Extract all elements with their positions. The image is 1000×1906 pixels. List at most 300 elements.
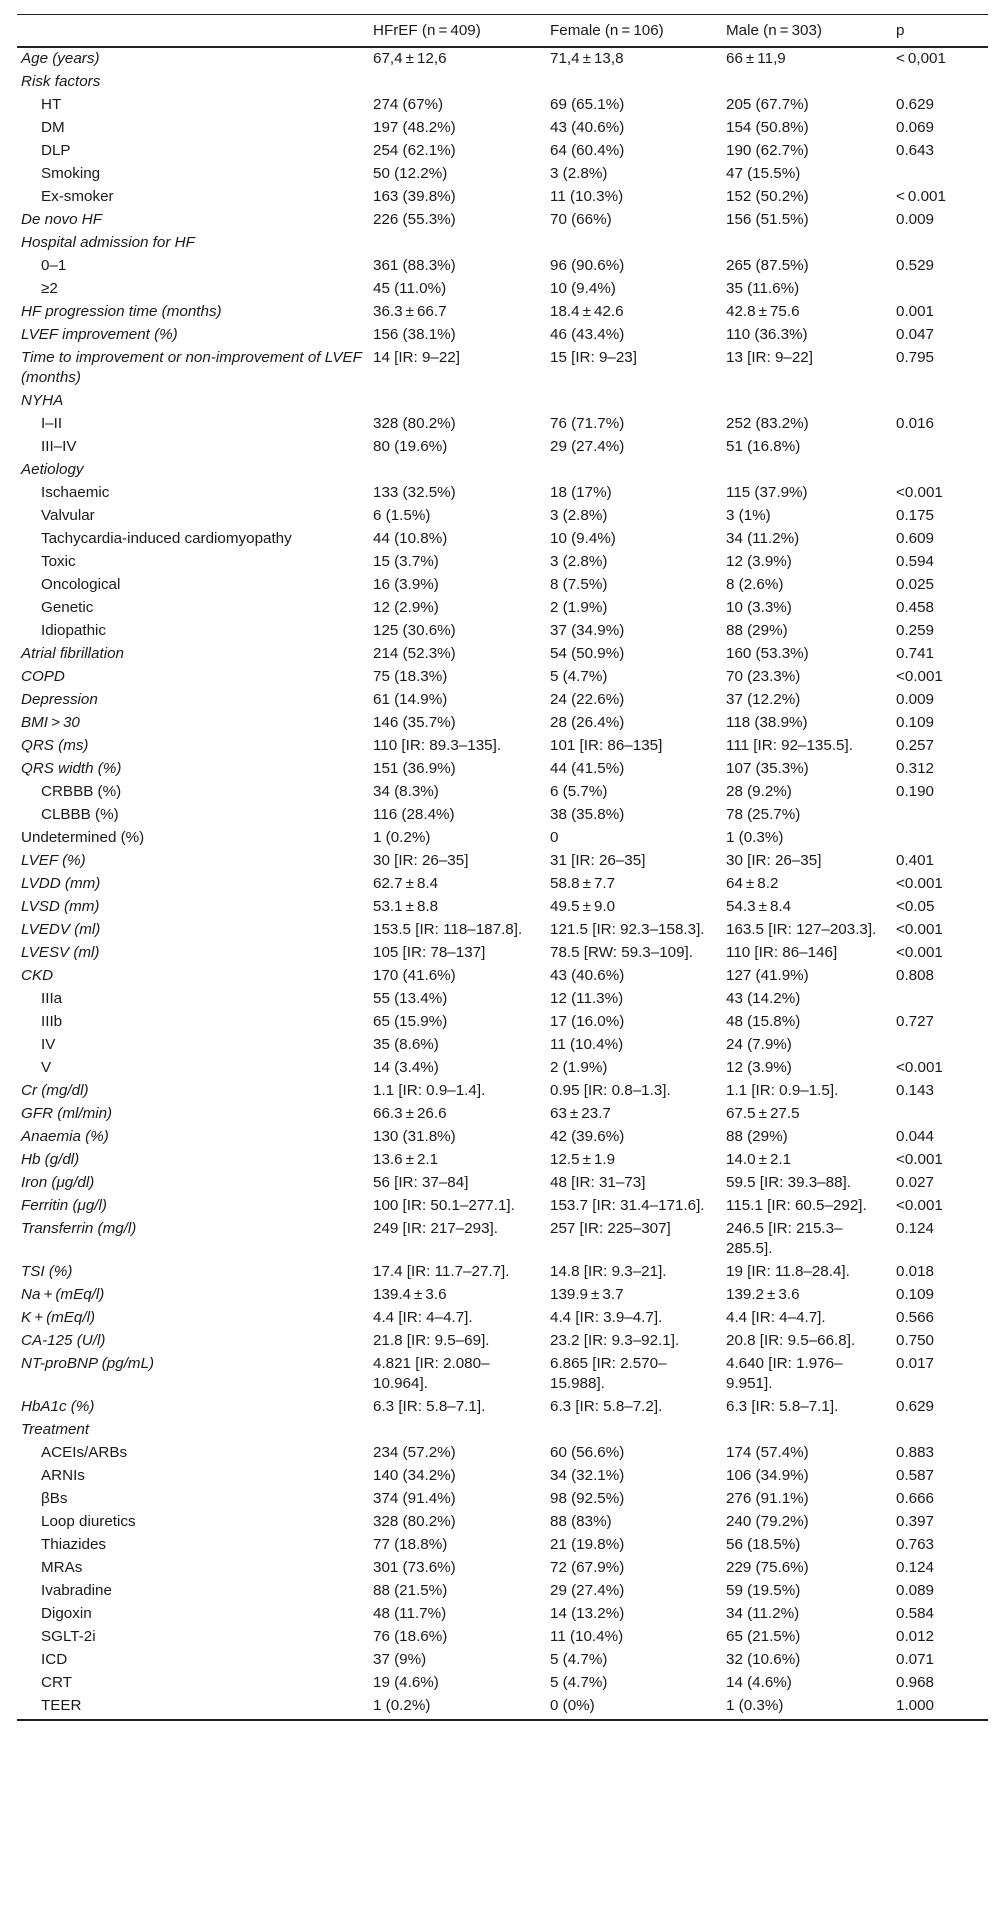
hfref-value: 17.4 [IR: 11.7–27.7]. [373,1263,510,1280]
p-value: <0.001 [896,875,943,892]
hfref-value: 50 (12.2%) [373,165,448,182]
p-value: <0.001 [896,1197,943,1214]
female-value: 43 (40.6%) [550,967,625,984]
p-value: 0.609 [896,530,935,547]
female-value: 64 (60.4%) [550,142,625,159]
p-value: 0.017 [896,1355,935,1372]
male-value: 229 (75.6%) [726,1559,809,1576]
hfref-value: 66.3 ± 26.6 [373,1105,447,1122]
hfref-value: 30 [IR: 26–35] [373,852,469,869]
variable-label: LVEDV (ml) [21,921,101,938]
female-value: 54 (50.9%) [550,645,625,662]
variable-label: HT [41,96,62,113]
variable-label: I–II [41,415,63,432]
hfref-value: 328 (80.2%) [373,1513,456,1530]
hfref-value: 1.1 [IR: 0.9–1.4]. [373,1082,486,1099]
p-value: 0.312 [896,760,935,777]
table-row [17,324,988,347]
male-value: 163.5 [IR: 127–203.3]. [726,921,877,938]
table-body [17,47,988,1720]
female-value: 17 (16.0%) [550,1013,625,1030]
header-variable [17,15,369,48]
female-value: 257 [IR: 225–307] [550,1220,671,1237]
table-row [17,781,988,804]
male-value: 13 [IR: 9–22] [726,349,813,366]
p-value: 0.401 [896,852,935,869]
table-row [17,1218,988,1261]
p-value: 0.727 [896,1013,935,1030]
hfref-value: 100 [IR: 50.1–277.1]. [373,1197,515,1214]
variable-label: Undetermined (%) [21,829,145,846]
hfref-value: 34 (8.3%) [373,783,439,800]
variable-label: ARNIs [41,1467,85,1484]
table-row [17,436,988,459]
variable-label: βBs [41,1490,68,1507]
p-value: 0.089 [896,1582,935,1599]
p-value: 0.259 [896,622,935,639]
male-value: 34 (11.2%) [726,1605,800,1622]
hfref-value: 45 (11.0%) [373,280,447,297]
male-value: 43 (14.2%) [726,990,801,1007]
female-value: 153.7 [IR: 31.4–171.6]. [550,1197,705,1214]
male-value: 88 (29%) [726,622,788,639]
female-value: 10 (9.4%) [550,530,616,547]
hfref-value: 61 (14.9%) [373,691,448,708]
variable-label: Risk factors [21,73,101,90]
male-value: 14 (4.6%) [726,1674,792,1691]
male-value: 190 (62.7%) [726,142,809,159]
table-row [17,1442,988,1465]
hfref-value: 44 (10.8%) [373,530,448,547]
p-value: 0.069 [896,119,935,136]
male-value: 111 [IR: 92–135.5]. [726,737,853,754]
female-value: 5 (4.7%) [550,1651,608,1668]
table-row [17,1534,988,1557]
female-value: 48 [IR: 31–73] [550,1174,646,1191]
p-value: 0.190 [896,783,935,800]
variable-label: CRBBB (%) [41,783,122,800]
p-value: 0.629 [896,1398,935,1415]
hfref-value: 76 (18.6%) [373,1628,448,1645]
variable-label: ACEIs/ARBs [41,1444,128,1461]
p-value: 0.143 [896,1082,935,1099]
hfref-value: 146 (35.7%) [373,714,456,731]
table-row [17,47,988,71]
variable-label: V [41,1059,52,1076]
p-value: 0.257 [896,737,935,754]
female-value: 5 (4.7%) [550,668,608,685]
variable-label: ICD [41,1651,68,1668]
hfref-value [369,1419,546,1442]
header-female: Female (n = 106) [546,15,722,48]
p-value [892,163,988,186]
p-value: 0.763 [896,1536,935,1553]
header-hfref: HFrEF (n = 409) [369,15,546,48]
hfref-value: 163 (39.8%) [373,188,456,205]
variable-label: LVESV (ml) [21,944,100,961]
p-value: 0.016 [896,415,935,432]
male-value: 37 (12.2%) [726,691,801,708]
male-value: 1 (0.3%) [726,829,784,846]
female-value: 37 (34.9%) [550,622,625,639]
table-row [17,347,988,390]
p-value: 0.109 [896,1286,935,1303]
variable-label: K + (mEq/l) [21,1309,96,1326]
variable-label: Age (years) [21,50,100,67]
male-value: 59 (19.5%) [726,1582,801,1599]
p-value: <0.001 [896,921,943,938]
male-value: 12 (3.9%) [726,553,792,570]
variable-label: Idiopathic [41,622,107,639]
female-value: 78.5 [RW: 59.3–109]. [550,944,693,961]
table-row [17,919,988,942]
male-value: 3 (1%) [726,507,771,524]
hfref-value [369,232,546,255]
variable-label: Hospital admission for HF [21,234,195,251]
male-value: 156 (51.5%) [726,211,809,228]
table-row [17,1307,988,1330]
hfref-value: 6 (1.5%) [373,507,431,524]
hfref-value: 4.821 [IR: 2.080–10.964]. [373,1355,490,1392]
female-value: 23.2 [IR: 9.3–92.1]. [550,1332,680,1349]
table-row [17,689,988,712]
variable-label: Hb (g/dl) [21,1151,80,1168]
variable-label: DLP [41,142,71,159]
table-row [17,482,988,505]
variable-label: Loop diuretics [41,1513,136,1530]
hfref-value: 374 (91.4%) [373,1490,456,1507]
male-value: 19 [IR: 11.8–28.4]. [726,1263,850,1280]
hfref-value: 116 (28.4%) [373,806,455,823]
male-value: 67.5 ± 27.5 [726,1105,800,1122]
male-value: 12 (3.9%) [726,1059,792,1076]
table-row [17,1488,988,1511]
male-value: 8 (2.6%) [726,576,784,593]
p-value: < 0.001 [896,188,946,205]
male-value [722,1419,892,1442]
p-value [892,827,988,850]
hfref-value [369,390,546,413]
hfref-value: 14 [IR: 9–22] [373,349,460,366]
hfref-value: 170 (41.6%) [373,967,456,984]
variable-label: NYHA [21,392,64,409]
female-value: 6 (5.7%) [550,783,608,800]
hfref-value: 1 (0.2%) [369,1695,546,1720]
table-row [17,209,988,232]
male-value: 154 (50.8%) [726,119,809,136]
baseline-characteristics-table [17,14,988,1721]
female-value: 101 [IR: 86–135] [550,737,663,754]
female-value: 49.5 ± 9.0 [550,898,616,915]
table-row [17,117,988,140]
p-value [892,71,988,94]
p-value: 0.643 [896,142,935,159]
variable-label: III–IV [41,438,77,455]
variable-label: Valvular [41,507,95,524]
male-value: 10 (3.3%) [726,599,792,616]
p-value: < 0,001 [896,50,946,67]
male-value: 174 (57.4%) [726,1444,809,1461]
male-value: 118 (38.9%) [726,714,808,731]
table-row [17,255,988,278]
variable-label: LVEF improvement (%) [21,326,178,343]
hfref-value: 75 (18.3%) [373,668,448,685]
male-value: 1.1 [IR: 0.9–1.5]. [726,1082,839,1099]
p-value: 0.124 [896,1220,935,1237]
male-value: 30 [IR: 26–35] [726,852,822,869]
table-row [17,140,988,163]
hfref-value: 65 (15.9%) [373,1013,448,1030]
female-value: 98 (92.5%) [550,1490,625,1507]
female-value: 72 (67.9%) [550,1559,625,1576]
variable-label: Ferritin (μg/l) [21,1197,107,1214]
p-value: 0.175 [896,507,935,524]
p-value [892,1419,988,1442]
female-value: 3 (2.8%) [550,165,608,182]
female-value: 29 (27.4%) [550,1582,625,1599]
female-value: 0.95 [IR: 0.8–1.3]. [550,1082,671,1099]
hfref-value: 1 (0.2%) [373,829,431,846]
male-value: 65 (21.5%) [726,1628,801,1645]
p-value: 0.071 [896,1651,935,1668]
p-value: <0.001 [896,1059,943,1076]
hfref-value: 37 (9%) [373,1651,427,1668]
table-row [17,1080,988,1103]
male-value: 4.4 [IR: 4–4.7]. [726,1309,826,1326]
female-value: 10 (9.4%) [550,280,616,297]
variable-label: HF progression time (months) [21,303,222,320]
table-row [17,1419,988,1442]
female-value: 2 (1.9%) [550,1059,608,1076]
table-row [17,1057,988,1080]
p-value: 0.808 [896,967,935,984]
table-row [17,232,988,255]
variable-label: LVSD (mm) [21,898,100,915]
hfref-value: 4.4 [IR: 4–4.7]. [373,1309,473,1326]
hfref-value: 156 (38.1%) [373,326,456,343]
table-row [17,942,988,965]
table-row [17,1557,988,1580]
hfref-value: 254 (62.1%) [373,142,456,159]
p-value: 0.883 [896,1444,935,1461]
p-value [892,278,988,301]
male-value: 1 (0.3%) [722,1695,892,1720]
hfref-value: 15 (3.7%) [373,553,439,570]
hfref-value: 12 (2.9%) [373,599,439,616]
header-male: Male (n = 303) [722,15,892,48]
variable-label: Transferrin (mg/l) [21,1220,137,1237]
hfref-value: 36.3 ± 66.7 [373,303,447,320]
female-value: 42 (39.6%) [550,1128,625,1145]
male-value: 276 (91.1%) [726,1490,809,1507]
male-value: 252 (83.2%) [726,415,809,432]
variable-label: CLBBB (%) [41,806,119,823]
p-value: 0.001 [896,303,935,320]
male-value: 110 (36.3%) [726,326,808,343]
female-value: 21 (19.8%) [550,1536,625,1553]
table-row [17,666,988,689]
variable-label: BMI > 30 [21,714,80,731]
p-value: 0.587 [896,1467,935,1484]
variable-label: Iron (μg/dl) [21,1174,95,1191]
female-value: 0 [550,829,559,846]
variable-label: CKD [21,967,54,984]
female-value: 29 (27.4%) [550,438,625,455]
table-row [17,528,988,551]
table-row [17,1330,988,1353]
variable-label: Atrial fibrillation [21,645,124,662]
table-row [17,1580,988,1603]
male-value: 59.5 [IR: 39.3–88]. [726,1174,851,1191]
male-value: 35 (11.6%) [726,280,800,297]
table-row [17,1695,988,1720]
female-value: 58.8 ± 7.7 [550,875,616,892]
male-value: 32 (10.6%) [726,1651,801,1668]
p-value: 0.750 [896,1332,935,1349]
male-value: 240 (79.2%) [726,1513,809,1530]
female-value [546,1419,722,1442]
variable-label: De novo HF [21,211,103,228]
p-value [892,436,988,459]
female-value: 43 (40.6%) [550,119,625,136]
variable-label: Aetiology [21,461,84,478]
table-row [17,1465,988,1488]
table-row [17,163,988,186]
variable-label: IIIa [41,990,63,1007]
table-row [17,1284,988,1307]
table-row [17,597,988,620]
table-row [17,186,988,209]
table-row [17,965,988,988]
p-value: 1.000 [892,1695,988,1720]
male-value: 54.3 ± 8.4 [726,898,792,915]
female-value [546,390,722,413]
p-value: 0.397 [896,1513,935,1530]
p-value: 0.012 [896,1628,935,1645]
male-value [722,71,892,94]
male-value: 110 [IR: 86–146] [726,944,838,961]
p-value: 0.009 [896,211,935,228]
table-row [17,1011,988,1034]
male-value: 106 (34.9%) [726,1467,809,1484]
table-row [17,1195,988,1218]
female-value: 4.4 [IR: 3.9–4.7]. [550,1309,663,1326]
table-row [17,1672,988,1695]
hfref-value: 197 (48.2%) [373,119,456,136]
variable-label: Cr (mg/dl) [21,1082,89,1099]
header-p-value: p [892,15,988,48]
hfref-value: 110 [IR: 89.3–135]. [373,737,502,754]
p-value: 0.666 [896,1490,935,1507]
p-value: 0.529 [896,257,935,274]
p-value [892,390,988,413]
hfref-value [369,71,546,94]
variable-label: ≥2 [41,280,58,297]
variable-label: SGLT-2i [41,1628,96,1645]
table-row [17,1353,988,1396]
hfref-value: 35 (8.6%) [373,1036,439,1053]
p-value [892,988,988,1011]
male-value: 70 (23.3%) [726,668,801,685]
hfref-value: 328 (80.2%) [373,415,456,432]
table-row [17,390,988,413]
variable-label: LVDD (mm) [21,875,101,892]
variable-label: QRS (ms) [21,737,89,754]
hfref-value: 226 (55.3%) [373,211,456,228]
variable-label: Ischaemic [41,484,110,501]
variable-label: HbA1c (%) [21,1398,95,1415]
male-value: 56 (18.5%) [726,1536,801,1553]
female-value: 121.5 [IR: 92.3–158.3]. [550,921,705,938]
p-value [892,804,988,827]
male-value: 115.1 [IR: 60.5–292]. [726,1197,867,1214]
variable-label: Thiazides [41,1536,106,1553]
hfref-value: 88 (21.5%) [373,1582,448,1599]
p-value: <0.001 [896,484,943,501]
female-value: 6.3 [IR: 5.8–7.2]. [550,1398,663,1415]
table-row [17,712,988,735]
table-row [17,413,988,436]
table-row [17,758,988,781]
female-value: 14 (13.2%) [550,1605,625,1622]
female-value [546,232,722,255]
table-row [17,505,988,528]
male-value: 47 (15.5%) [726,165,801,182]
male-value: 42.8 ± 75.6 [726,303,800,320]
female-value: 18.4 ± 42.6 [550,303,624,320]
female-value: 8 (7.5%) [550,576,608,593]
male-value [722,390,892,413]
female-value: 12.5 ± 1.9 [550,1151,616,1168]
hfref-value: 234 (57.2%) [373,1444,456,1461]
female-value: 46 (43.4%) [550,326,625,343]
p-value: 0.594 [896,553,935,570]
p-value: 0.968 [896,1674,935,1691]
hfref-value: 55 (13.4%) [373,990,448,1007]
p-value: 0.458 [896,599,935,616]
female-value: 11 (10.4%) [550,1036,624,1053]
female-value: 31 [IR: 26–35] [550,852,646,869]
male-value: 78 (25.7%) [726,806,801,823]
p-value: 0.025 [896,576,935,593]
variable-label: CA-125 (U/l) [21,1332,106,1349]
hfref-value: 48 (11.7%) [373,1605,447,1622]
male-value: 24 (7.9%) [726,1036,792,1053]
female-value: 69 (65.1%) [550,96,625,113]
table-row [17,1511,988,1534]
table-row [17,1396,988,1419]
p-value: <0.001 [896,944,943,961]
table-row [17,1034,988,1057]
female-value: 0 (0%) [546,1695,722,1720]
male-value: 152 (50.2%) [726,188,809,205]
p-value [892,232,988,255]
male-value: 34 (11.2%) [726,530,800,547]
variable-label: IV [41,1036,56,1053]
female-value: 76 (71.7%) [550,415,625,432]
male-value: 265 (87.5%) [726,257,809,274]
table-row [17,574,988,597]
female-value [546,71,722,94]
table-row [17,873,988,896]
table-row [17,1126,988,1149]
hfref-value: 151 (36.9%) [373,760,456,777]
variable-label: MRAs [41,1559,83,1576]
female-value: 28 (26.4%) [550,714,625,731]
female-value: 2 (1.9%) [550,599,608,616]
variable-label: Depression [21,691,98,708]
p-value [892,459,988,482]
